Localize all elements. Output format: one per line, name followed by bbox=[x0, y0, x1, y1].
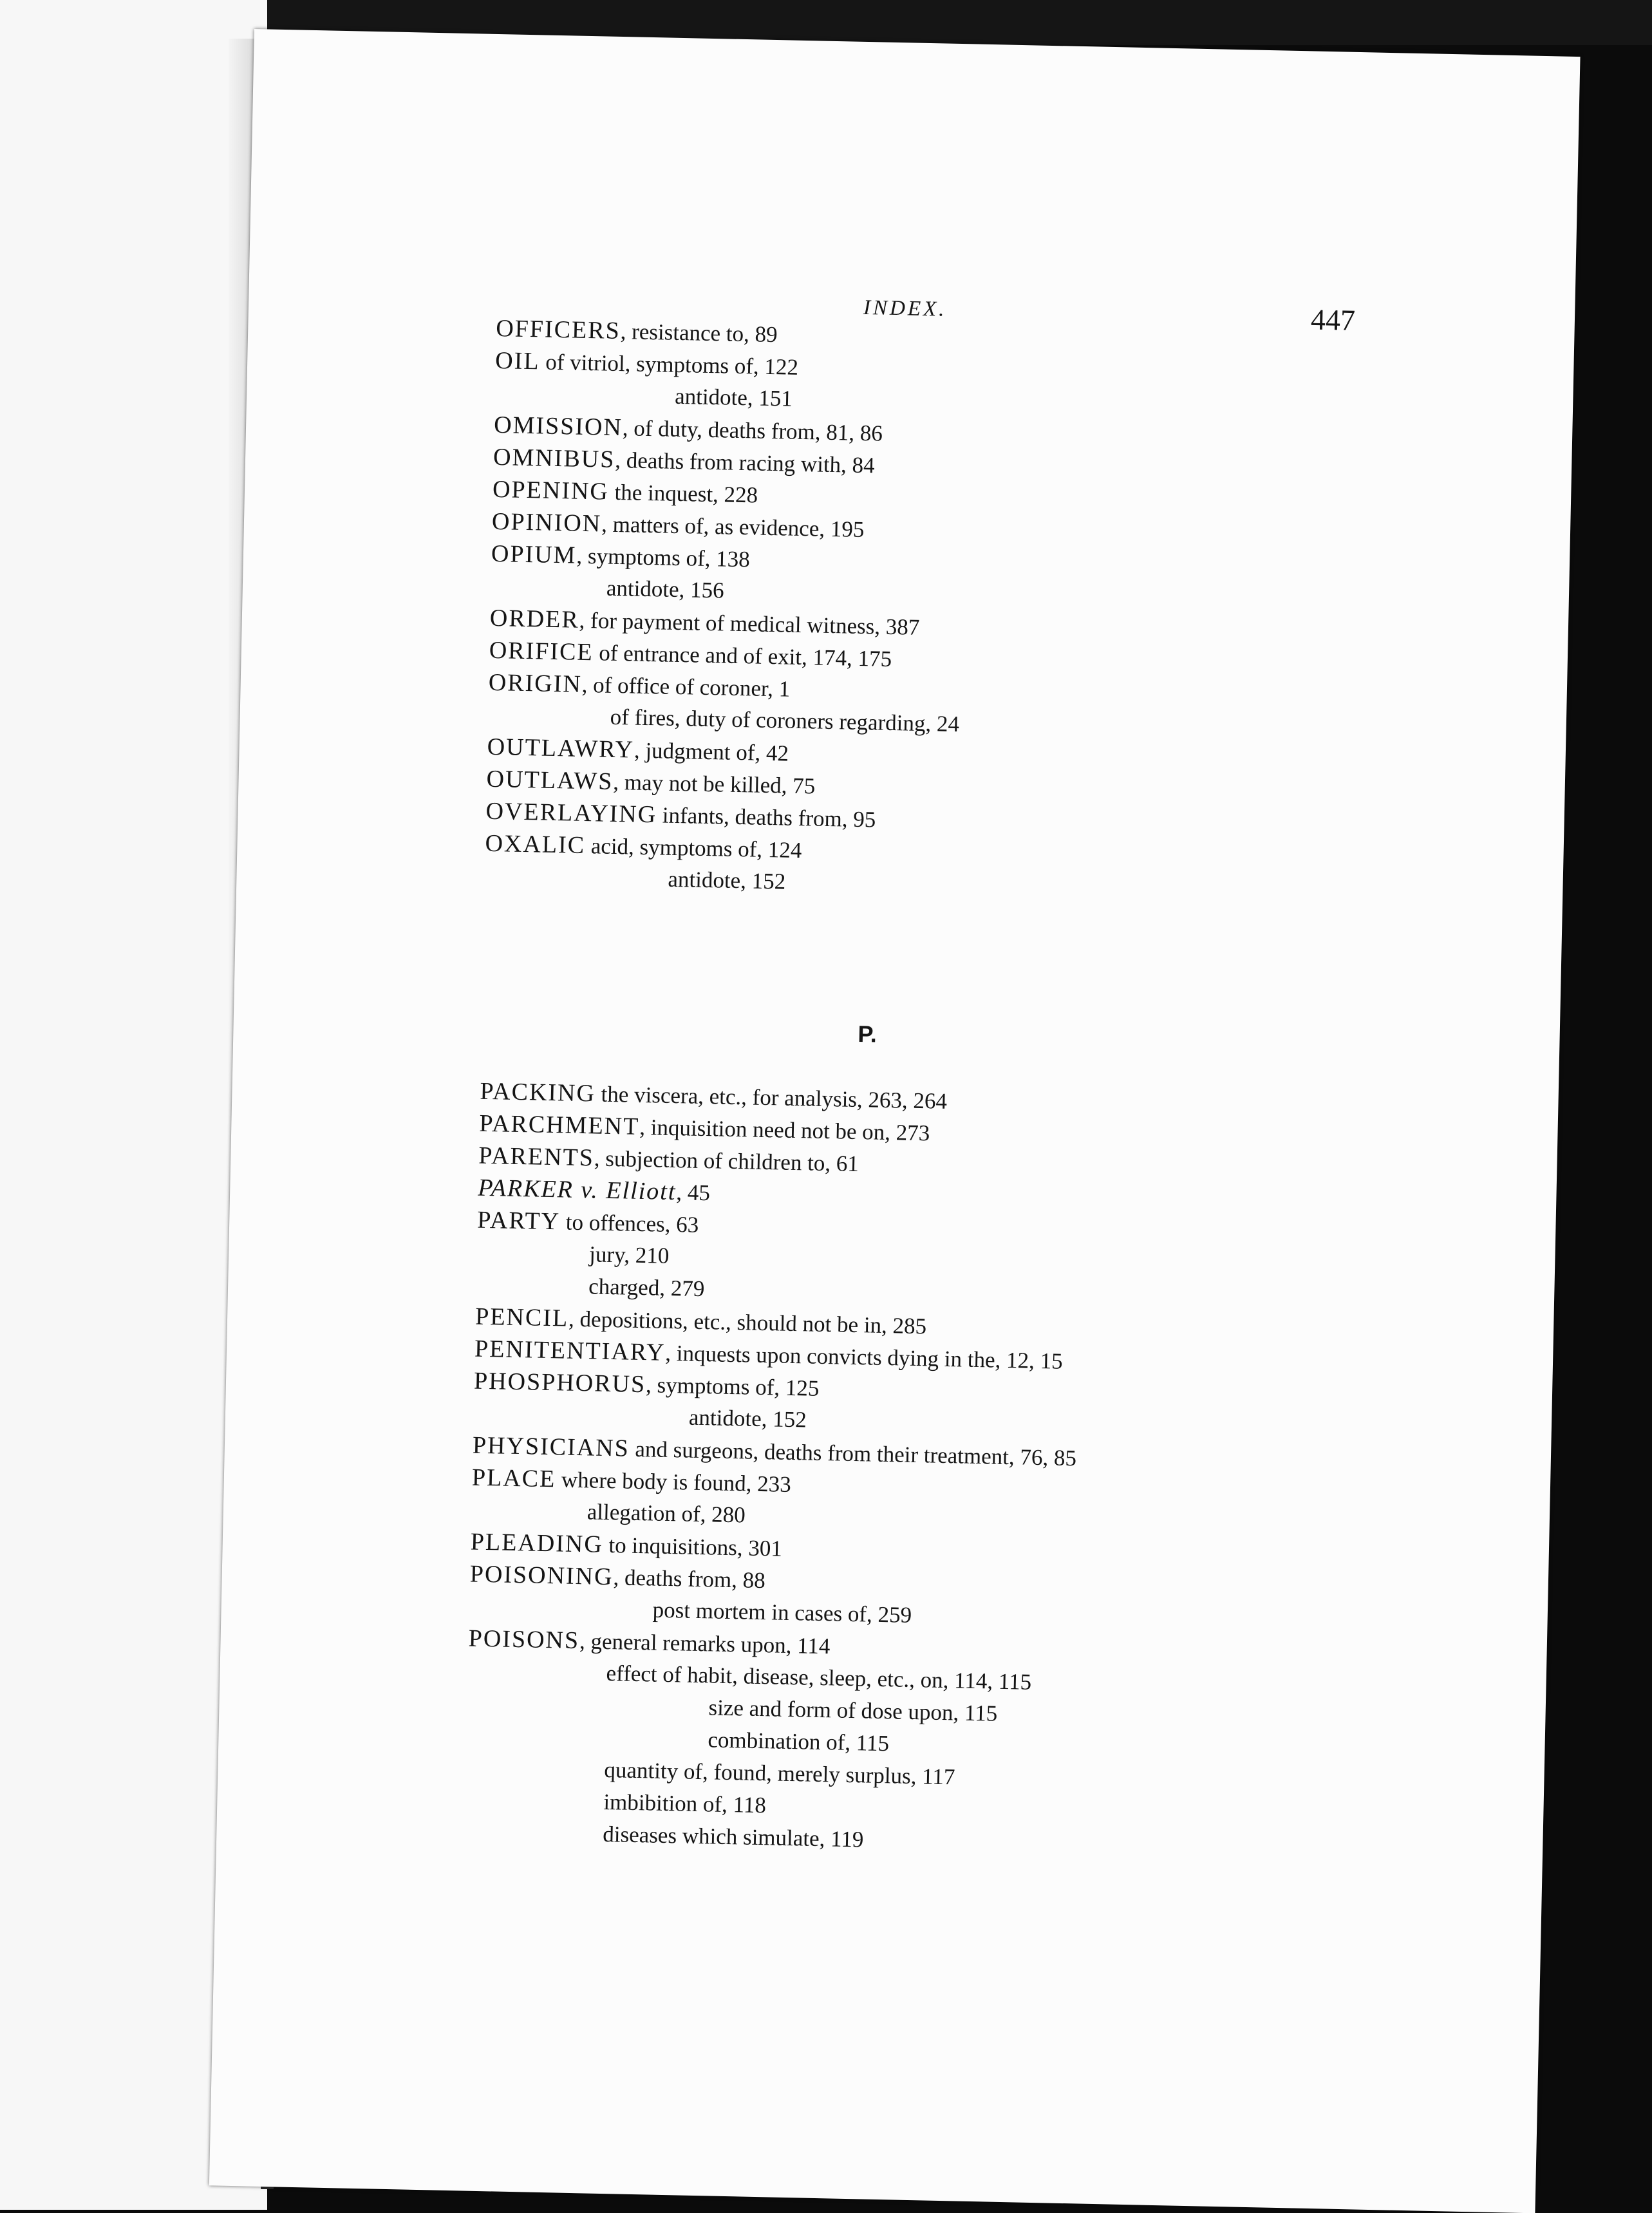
index-subentry: post mortem in cases of, 259 bbox=[652, 1597, 912, 1628]
running-head: INDEX. bbox=[863, 296, 947, 321]
index-subentry: antidote, 156 bbox=[606, 575, 725, 603]
index-entry: ORIFICE of entrance and of exit, 174, 175 bbox=[489, 636, 892, 672]
index-entry: OPENING the inquest, 228 bbox=[492, 475, 758, 508]
index-subentry: imbibition of, 118 bbox=[603, 1789, 767, 1818]
index-entry: OIL of vitriol, symptoms of, 122 bbox=[494, 346, 799, 380]
index-entry: POISONS, general remarks upon, 114 bbox=[468, 1624, 831, 1659]
index-subentry: size and form of dose upon, 115 bbox=[708, 1695, 998, 1726]
index-entry: PHYSICIANS and surgeons, deaths from their treatment, 76, 85 bbox=[472, 1431, 1077, 1471]
index-subentry: antidote, 152 bbox=[668, 866, 786, 894]
index-entry: PARENTS, subjection of children to, 61 bbox=[478, 1142, 859, 1177]
index-entry: OMISSION, of duty, deaths from, 81, 86 bbox=[493, 411, 883, 446]
index-subentry: diseases which simulate, 119 bbox=[602, 1821, 864, 1852]
index-entry: PARKER v. Elliott, 45 bbox=[477, 1174, 711, 1206]
index-entry: ORIGIN, of office of coroner, 1 bbox=[488, 668, 791, 702]
index-page bbox=[209, 29, 1581, 2213]
index-subentry: allegation of, 280 bbox=[587, 1499, 746, 1528]
index-entry: OPINION, matters of, as evidence, 195 bbox=[491, 507, 865, 543]
index-entry: PARTY to offences, 63 bbox=[476, 1206, 699, 1238]
index-subentry: effect of habit, disease, sleep, etc., on, 114, 115 bbox=[606, 1661, 1032, 1695]
index-entry: PACKING the viscera, etc., for analysis, 263, 264 bbox=[480, 1077, 948, 1114]
index-entry: OXALIC acid, symptoms of, 124 bbox=[485, 829, 802, 863]
section-heading-p: P. bbox=[858, 1020, 878, 1048]
index-subentry: antidote, 152 bbox=[688, 1404, 807, 1433]
index-entry: PARCHMENT, inquisition need not be on, 273 bbox=[479, 1109, 930, 1146]
page-number: 447 bbox=[1310, 303, 1356, 337]
index-entry: OMNIBUS, deaths from racing with, 84 bbox=[493, 443, 876, 478]
index-entry: PLACE where body is found, 233 bbox=[471, 1464, 792, 1497]
index-subentry: jury, 210 bbox=[588, 1241, 670, 1268]
index-entry: OUTLAWRY, judgment of, 42 bbox=[487, 733, 789, 766]
index-entry: OVERLAYING infants, deaths from, 95 bbox=[485, 797, 876, 833]
index-entry: OUTLAWS, may not be killed, 75 bbox=[486, 765, 816, 799]
index-subentry: antidote, 151 bbox=[674, 383, 793, 411]
index-entry: ORDER, for payment of medical witness, 387 bbox=[489, 604, 920, 640]
index-entry: PENCIL, depositions, etc., should not be in, 285 bbox=[474, 1303, 927, 1339]
index-entry: PLEADING to inquisitions, 301 bbox=[470, 1528, 783, 1561]
index-entry: PENITENTIARY, inquests upon convicts dying in the, 12, 15 bbox=[474, 1335, 1063, 1374]
index-entry: PHOSPHORUS, symptoms of, 125 bbox=[473, 1367, 820, 1401]
index-subentry: combination of, 115 bbox=[708, 1727, 890, 1756]
index-subentry: of fires, duty of coroners regarding, 24 bbox=[610, 704, 960, 737]
index-entry: OPIUM, symptoms of, 138 bbox=[491, 540, 751, 572]
index-entry: OFFICERS, resistance to, 89 bbox=[495, 314, 778, 348]
index-subentry: quantity of, found, merely surplus, 117 bbox=[604, 1756, 955, 1790]
index-subentry: charged, 279 bbox=[588, 1274, 705, 1302]
index-entry: POISONING, deaths from, 88 bbox=[469, 1560, 766, 1594]
